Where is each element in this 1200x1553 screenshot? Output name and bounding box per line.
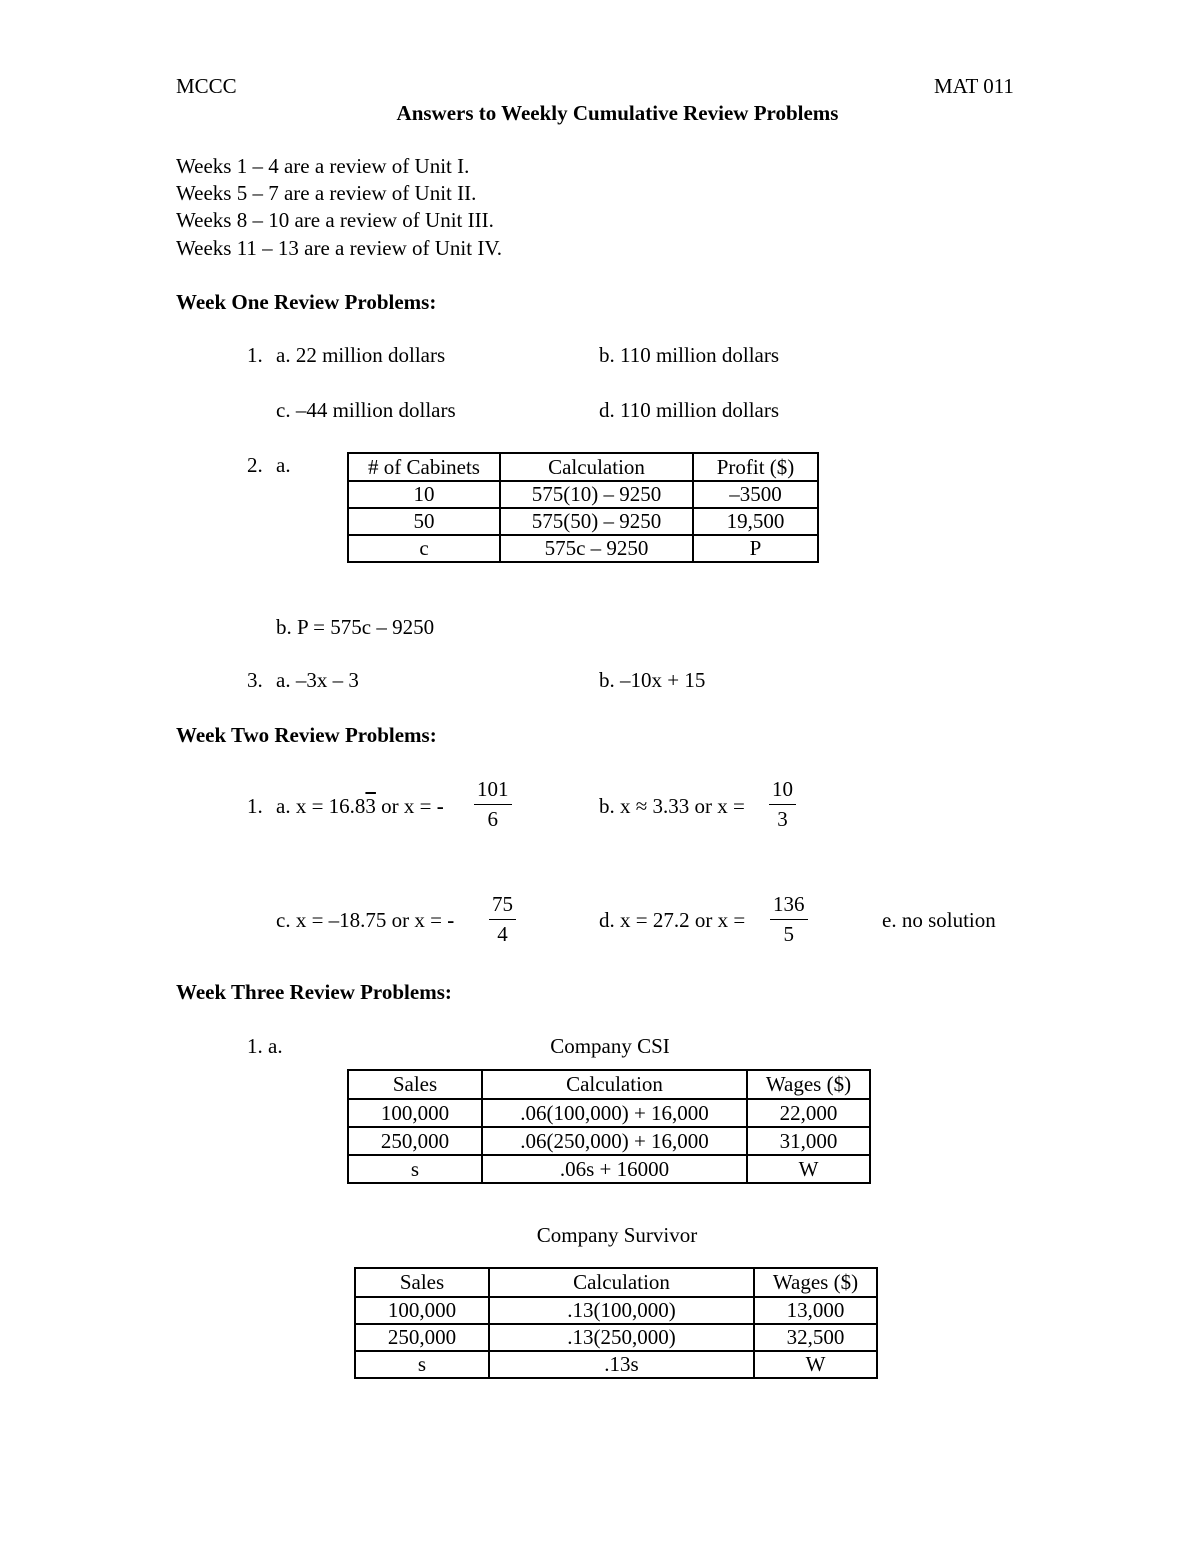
table-header-cell: Calculation [500,453,693,481]
table-caption-csi: Company CSI [550,1034,670,1058]
intro-line-1: Weeks 1 – 4 are a review of Unit I. [176,154,470,178]
table-cell: 50 [348,508,500,535]
intro-line-4: Weeks 11 – 13 are a review of Unit IV. [176,236,503,260]
table-cell: s [348,1155,482,1183]
table-cell: .06(250,000) + 16,000 [482,1127,747,1155]
header-left: MCCC [176,74,237,98]
table-header-cell: Profit ($) [693,453,818,481]
table-cell: 100,000 [355,1297,489,1324]
header-right: MAT 011 [934,74,1014,98]
table-header-cell: Sales [355,1268,489,1297]
cabinets-table [347,452,819,563]
table-cell: 100,000 [348,1099,482,1127]
w2-p1-answer-e: e. no solution [882,908,996,932]
w1-p3-answer-b: b. –10x + 15 [599,668,706,692]
fraction-denominator: 3 [777,807,788,831]
table-cell: c [348,535,500,562]
table-cell: .06(100,000) + 16,000 [482,1099,747,1127]
table-cell: 31,000 [747,1127,870,1155]
table-cell: 575(10) – 9250 [500,481,693,508]
table-header-cell: Calculation [482,1070,747,1099]
survivor-table [354,1267,878,1379]
w2-a-prefix: a. x = 16.8 [276,794,366,818]
w2-p1-answer-c [276,910,454,931]
week1-heading: Week One Review Problems: [176,290,437,314]
w1-p2-number: 2. [247,453,263,477]
table-cell: 32,500 [754,1324,877,1351]
week3-heading: Week Three Review Problems: [176,980,452,1004]
minus-sign: - [436,794,444,818]
fraction-d [770,894,808,945]
table-row [355,1351,877,1378]
table-header-row [348,453,818,481]
w2-p1-number: 1. [247,794,263,818]
page-title: Answers to Weekly Cumulative Review Problems [396,101,839,125]
intro-line-3: Weeks 8 – 10 are a review of Unit III. [176,208,494,232]
w1-p2-a-label: a. [276,453,291,477]
w3-p1-number: 1. a. [247,1034,283,1058]
w1-p1-answer-b: b. 110 million dollars [599,343,780,367]
fraction-c [489,894,516,945]
fraction-numerator: 75 [489,894,516,920]
table-row [355,1324,877,1351]
w1-p1-answer-d: d. 110 million dollars [599,398,780,422]
table-header-cell: Sales [348,1070,482,1099]
table-cell: 575c – 9250 [500,535,693,562]
w2-p1-answer-b: b. x ≈ 3.33 or x = [599,794,745,818]
w1-p3-answer-a: a. –3x – 3 [276,668,359,692]
table-header-cell: Wages ($) [754,1268,877,1297]
w2-a-mid: or x = [381,794,432,818]
table-cell: 575(50) – 9250 [500,508,693,535]
table-cell: 250,000 [348,1127,482,1155]
csi-table [347,1069,871,1184]
table-cell: W [754,1351,877,1378]
table-row [348,1127,870,1155]
w1-p1-answer-c: c. –44 million dollars [276,398,456,422]
table-cell: .13s [489,1351,754,1378]
fraction-b [769,779,796,830]
fraction-denominator: 4 [497,922,508,946]
week2-heading: Week Two Review Problems: [176,723,437,747]
table-cell: 19,500 [693,508,818,535]
fraction-denominator: 6 [487,807,498,831]
table-cell: 13,000 [754,1297,877,1324]
w1-p3-number: 3. [247,668,263,692]
table-header-cell: # of Cabinets [348,453,500,481]
table-row [348,508,818,535]
fraction-a [474,779,512,830]
table-header-cell: Wages ($) [747,1070,870,1099]
minus-sign: - [447,908,455,932]
w1-p1-number: 1. [247,343,263,367]
table-row [348,1099,870,1127]
fraction-numerator: 101 [474,779,512,805]
table-header-cell: Calculation [489,1268,754,1297]
table-cell: .06s + 16000 [482,1155,747,1183]
fraction-denominator: 5 [783,922,794,946]
table-header-row [355,1268,877,1297]
w1-p2-answer-b: b. P = 575c – 9250 [276,615,435,639]
w2-p1-answer-a [276,796,444,817]
table-cell: s [355,1351,489,1378]
fraction-numerator: 136 [770,894,808,920]
fraction-numerator: 10 [769,779,796,805]
table-cell: .13(100,000) [489,1297,754,1324]
table-cell: P [693,535,818,562]
intro-line-2: Weeks 5 – 7 are a review of Unit II. [176,181,477,205]
table-cell: –3500 [693,481,818,508]
table-row [348,481,818,508]
table-cell: .13(250,000) [489,1324,754,1351]
table-cell: W [747,1155,870,1183]
table-cell: 22,000 [747,1099,870,1127]
table-header-row [348,1070,870,1099]
table-cell: 250,000 [355,1324,489,1351]
table-cell: 10 [348,481,500,508]
w2-p1-answer-d: d. x = 27.2 or x = [599,908,746,932]
table-row [348,1155,870,1183]
repeating-digit: 3 [365,794,376,818]
w1-p1-answer-a: a. 22 million dollars [276,343,446,367]
table-row [348,535,818,562]
table-row [355,1297,877,1324]
w2-c-prefix: c. x = –18.75 or x = [276,908,443,932]
table-caption-survivor: Company Survivor [536,1223,698,1247]
